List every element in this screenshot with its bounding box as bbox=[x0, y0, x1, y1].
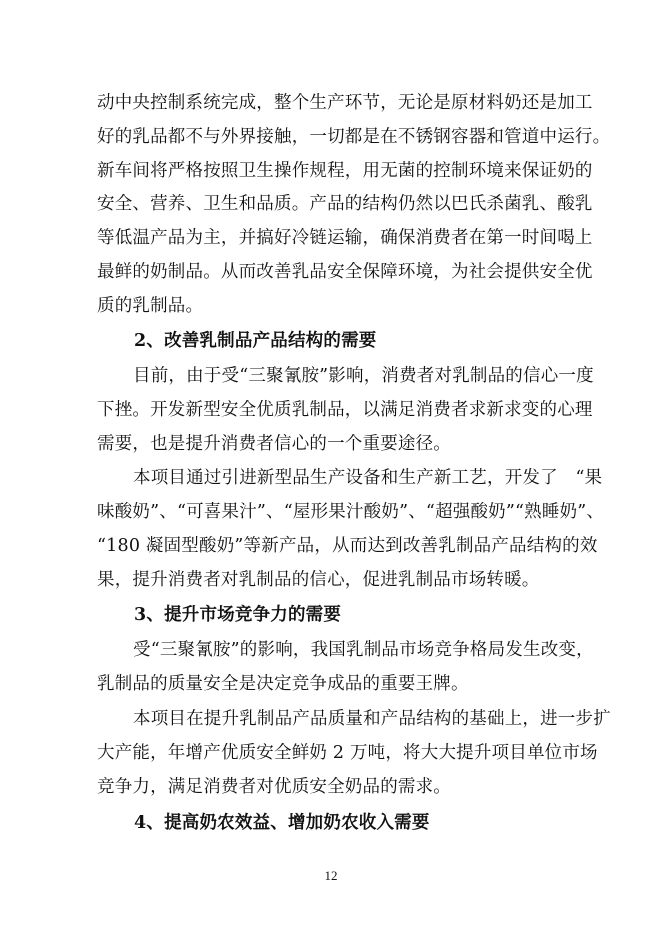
body-line: 目前，由于受“三聚氰胺”影响，消费者对乳制品的信心一度 bbox=[133, 366, 594, 386]
body-line: 果，提升消费者对乳制品的信心，促进乳制品市场转暖。 bbox=[97, 570, 540, 590]
body-line: 质的乳制品。 bbox=[97, 296, 204, 316]
body-line: 需要，也是提升消费者信心的一个重要途径。 bbox=[97, 434, 451, 454]
body-line: 本项目通过引进新型品生产设备和生产新工艺，开发了 “果 bbox=[133, 468, 603, 488]
body-line: 安全、营养、卫生和品质。产品的结构仍然以巴氏杀菌乳、酸乳 bbox=[97, 194, 593, 214]
body-line: 本项目在提升乳制品产品质量和产品结构的基础上，进一步扩 bbox=[133, 709, 611, 729]
page-number: 12 bbox=[324, 868, 338, 883]
body-line: 下挫。开发新型安全优质乳制品，以满足消费者求新求变的心理 bbox=[97, 400, 593, 420]
body-line: 大产能，年增产优质安全鲜奶 2 万吨，将大大提升项目单位市场 bbox=[97, 743, 598, 763]
body-line: 好的乳品都不与外界接触，一切都是在不锈钢容器和管道中运行。 bbox=[97, 127, 611, 147]
body-line: 最鲜的奶制品。从而改善乳品安全保障环境，为社会提供安全优 bbox=[97, 262, 593, 282]
body-line: “180 凝固型酸奶”等新产品，从而达到改善乳制品产品结构的效 bbox=[97, 536, 598, 556]
body-line: 味酸奶”、“可喜果汁”、“屋形果汁酸奶”、“超强酸奶”“熟睡奶”、 bbox=[97, 502, 605, 522]
body-line: 等低温产品为主，并搞好冷链运输，确保消费者在第一时间喝上 bbox=[97, 228, 593, 248]
section-heading-3: 3、提升市场竞争力的需要 bbox=[134, 605, 342, 625]
body-line: 新车间将严格按照卫生操作规程，用无菌的控制环境来保证奶的 bbox=[97, 161, 593, 181]
body-line: 竞争力，满足消费者对优质安全奶品的需求。 bbox=[97, 777, 451, 797]
section-heading-4: 4、提高奶农效益、增加奶农收入需要 bbox=[134, 813, 430, 833]
body-line: 动中央控制系统完成，整个生产环节，无论是原材料奶还是加工 bbox=[97, 93, 593, 113]
body-line: 乳制品的质量安全是决定竞争成品的重要王牌。 bbox=[97, 674, 469, 694]
section-heading-2: 2、改善乳制品产品结构的需要 bbox=[134, 331, 377, 351]
body-line: 受“三聚氰胺”的影响，我国乳制品市场竞争格局发生改变， bbox=[133, 640, 594, 660]
